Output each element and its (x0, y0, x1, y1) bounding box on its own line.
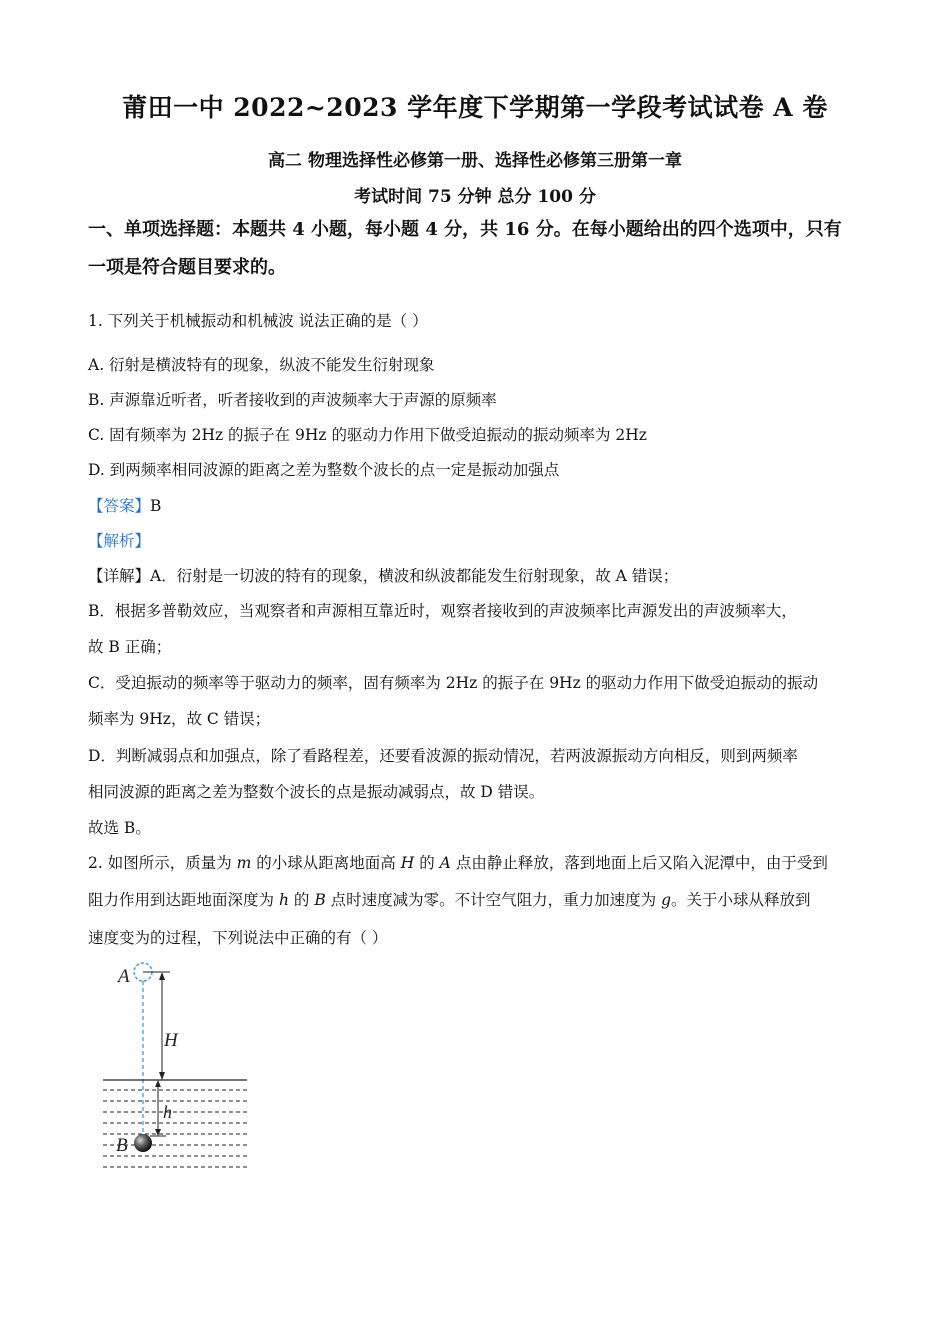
q2-text: 阻力作用到达距地面深度为 (88, 891, 275, 909)
H-arrow-up (159, 972, 165, 980)
falling-ball-diagram (100, 960, 250, 1175)
var-h: h (278, 891, 289, 909)
var-A: A (439, 854, 451, 872)
q2-text: 的 (293, 891, 310, 909)
ball (134, 1134, 152, 1152)
H-arrow-down (159, 1072, 165, 1080)
q2-text: 的小球从距离地面高 (256, 854, 396, 872)
label-H: H (164, 1030, 178, 1051)
h-arrow-down (155, 1129, 161, 1136)
q1-conclusion: 故选 B。 (88, 819, 151, 837)
detail-a-text: A．衍射是一切波的特有的现象，横波和纵波都能发生衍射现象，故 A 错误； (150, 567, 679, 585)
q2-line1 (88, 851, 868, 873)
q2-text: 点由静止释放，落到地面上后又陷入泥潭中，由于受到 (455, 854, 828, 872)
label-A: A (118, 966, 130, 987)
q1-option-a: A. 衍射是横波特有的现象，纵波不能发生衍射现象 (88, 356, 435, 374)
q2-text: 点时速度减为零。不计空气阻力，重力加速度为 (330, 891, 657, 909)
q2-text: 的 (419, 854, 435, 872)
var-g: g (661, 891, 672, 909)
q1-option-d: D. 到两频率相同波源的距离之差为整数个波长的点一定是振动加强点 (88, 461, 560, 479)
q2-line2 (88, 888, 868, 910)
q1-stem: 1. 下列关于机械振动和机械波 说法正确的是（ ） (88, 312, 428, 330)
exam-info: 考试时间 75 分钟 总分 100 分 (354, 187, 596, 207)
var-B: B (314, 891, 326, 909)
q1-detail-d-line1: D．判断减弱点和加强点，除了看路程差，还要看波源的振动情况，若两波源振动方向相反，则到两频率 (88, 747, 798, 765)
section-heading-line1: 一、单项选择题：本题共 4 小题，每小题 4 分，共 16 分。在每小题给出的四个选项中，只有 (88, 219, 842, 240)
q1-option-c: C. 固有频率为 2Hz 的振子在 9Hz 的驱动力作用下做受迫振动的振动频率为 2Hz (88, 426, 647, 444)
label-h: h (163, 1102, 172, 1122)
label-B: B (116, 1135, 128, 1156)
q1-detail-a (88, 564, 868, 586)
q2-line3: 速度变为的过程，下列说法中正确的有（ ） (88, 929, 388, 947)
answer-value: B (150, 497, 162, 515)
analysis-tag: 【解析】 (88, 532, 151, 550)
var-H: H (400, 854, 415, 872)
q1-option-b: B. 声源靠近听者，听者接收到的声波频率大于声源的原频率 (88, 391, 497, 409)
q1-analysis-tag (88, 529, 868, 551)
detail-tag: 【详解】 (88, 567, 151, 585)
q1-detail-c-line2: 频率为 9Hz，故 C 错误； (88, 710, 271, 728)
q1-detail-d-line2: 相同波源的距离之差为整数个波长的点是振动减弱点，故 D 错误。 (88, 783, 545, 801)
q1-detail-c-line1: C．受迫振动的频率等于驱动力的频率，固有频率为 2Hz 的振子在 9Hz 的驱动力作用下做受迫振动的振动 (88, 674, 819, 692)
q2-text: 。关于小球从释放到 (671, 891, 811, 909)
q1-detail-b-line1: B．根据多普勒效应，当观察者和声源相互靠近时，观察者接收到的声波频率比声源发出的声波频率大， (88, 602, 797, 620)
q1-detail-b-line2: 故 B 正确； (88, 638, 172, 656)
q1-answer (88, 494, 868, 516)
var-m: m (236, 854, 252, 872)
h-arrow-up (155, 1080, 161, 1087)
answer-tag: 【答案】 (88, 497, 151, 515)
section-heading-line2: 一项是符合题目要求的。 (88, 257, 286, 278)
q2-text: 2. 如图所示，质量为 (88, 854, 232, 872)
exam-title: 莆田一中 2022~2023 学年度下学期第一学段考试试卷 A 卷 (122, 93, 828, 122)
exam-subtitle: 高二 物理选择性必修第一册、选择性必修第三册第一章 (268, 151, 682, 171)
